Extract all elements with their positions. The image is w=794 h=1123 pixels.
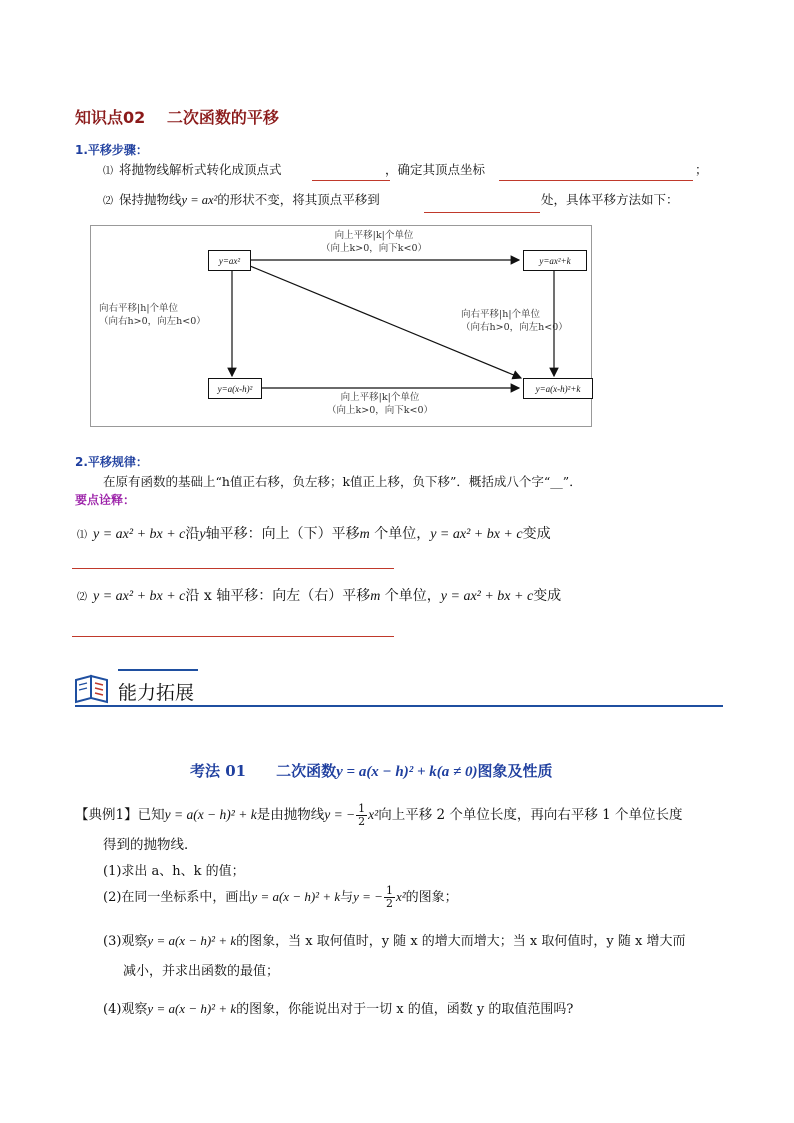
note-1-formula-b: y = ax² + bx + c — [430, 527, 523, 542]
step-2-text-c: 处，具体平移方法如下： — [541, 192, 679, 207]
question-2-text-c: 的图象； — [405, 890, 458, 905]
note-1-number: ⑴ — [77, 530, 87, 541]
left-arrow-label-line1: 向右平移|h|个单位 — [99, 303, 179, 314]
note-1-answer-line — [72, 568, 394, 569]
question-2-text-b: 与 — [340, 890, 354, 905]
question-2 — [103, 885, 458, 910]
bottom-arrow-label-line2: （向上k>0，向下k<0） — [327, 405, 434, 416]
note-1-text-d: 变成 — [522, 526, 551, 542]
box-y-ax2: y=ax² — [208, 250, 251, 271]
note-2-formula-a: y = ax² + bx + c — [93, 589, 186, 604]
question-3-text-b: 的图象，当 x 取何值时，y 随 x 的增大而增大；当 x 取何值时，y 随 x 增大而 — [236, 934, 686, 949]
question-3-formula: y = a(x − h)² + k — [147, 933, 237, 948]
left-arrow-label — [99, 302, 206, 328]
note-2-number: ⑵ — [77, 592, 87, 603]
method-title-text-b: 图象及性质 — [477, 762, 553, 780]
example-text-2: 向上平移 2 个单位长度，再向右平移 1 个单位长度 — [378, 807, 683, 823]
step-1-text-b: ，确定其顶点坐标 — [385, 162, 486, 177]
note-2-text-a: 沿 x 轴平移：向左（右）平移 — [185, 588, 371, 604]
note-2-m: m — [370, 589, 381, 604]
note-2-text-c: 个单位， — [384, 588, 441, 604]
fraction-denominator-2: 2 — [385, 897, 393, 910]
box-y-ax2-plus-k: y=ax²+k — [523, 250, 587, 271]
question-4-formula: y = a(x − h)² + k — [147, 1001, 237, 1016]
fraction-denominator: 2 — [358, 815, 366, 828]
question-4 — [103, 998, 573, 1017]
note-1-text-b: 轴平移：向上（下）平移 — [205, 526, 360, 542]
step-2-text-b: 的形状不变，将其顶点平移到 — [217, 192, 380, 207]
method-title-formula: y = a(x − h)² + k(a ≠ 0) — [336, 764, 478, 780]
question-4-text-a: (4)观察 — [103, 1002, 148, 1017]
question-2-formula-2-post: x² — [395, 889, 406, 904]
bottom-arrow-label — [327, 391, 433, 417]
top-arrow-label — [321, 229, 427, 255]
note-2 — [77, 585, 561, 605]
step-1-text-a: 将抛物线解析式转化成顶点式 — [119, 162, 282, 177]
step-2-number: ⑵ — [103, 196, 113, 207]
step-2-formula: y = ax² — [181, 193, 218, 207]
example-line-1 — [75, 803, 683, 828]
banner-title: 能力拓展 — [118, 682, 195, 704]
fraction-numerator: 1 — [358, 802, 366, 815]
note-2-formula-b: y = ax² + bx + c — [440, 589, 534, 604]
step-1-end: ； — [695, 162, 708, 177]
translation-diagram — [90, 225, 592, 427]
example-text-3: 得到的抛物线． — [103, 837, 198, 853]
note-1-var: y — [199, 527, 206, 542]
step-1-line — [103, 160, 282, 178]
question-2-text-a: (2)在同一坐标系中，画出 — [103, 890, 252, 905]
rules-text: 在原有函数的基础上“h值正右移，负左移；k值正上移，负下移”．概括成八个字“__”． — [103, 474, 582, 489]
step-2-text-a: 保持抛物线 — [119, 192, 182, 207]
right-arrow-label-line1: 向右平移|h|个单位 — [461, 309, 541, 320]
example-formula-2-pre: y = − — [324, 807, 356, 822]
section-title: 知识点02 二次函数的平移 — [75, 108, 279, 127]
note-1-text-c: 个单位， — [374, 526, 431, 542]
note-1-text-a: 沿 — [185, 526, 200, 542]
method-title-text-a: 考法 01 二次函数 — [190, 762, 337, 780]
question-3-text-a: (3)观察 — [103, 934, 148, 949]
rules-heading: 2.平移规律： — [75, 455, 148, 469]
example-text-1: 是由抛物线 — [256, 807, 325, 823]
blank-line-vertex-coords — [499, 180, 693, 181]
note-1-formula-a: y = ax² + bx + c — [93, 527, 186, 542]
example-label: 【典例1】已知 — [75, 807, 165, 823]
note-1 — [77, 523, 551, 543]
question-1: (1)求出 a、h、k 的值； — [103, 864, 245, 879]
box-y-a-x-minus-h-sq: y=a(x-h)² — [208, 378, 262, 399]
blank-line-vertex-form — [312, 180, 390, 181]
question-3 — [103, 930, 685, 949]
step-2-line — [103, 190, 380, 208]
top-arrow-label-line1: 向上平移|k|个单位 — [334, 230, 414, 241]
book-icon — [73, 672, 113, 704]
box-y-a-x-minus-h-sq-plus-k: y=a(x-h)²+k — [523, 378, 593, 399]
question-2-formula-1: y = a(x − h)² + k — [251, 889, 341, 904]
fraction-one-half — [356, 803, 367, 828]
left-arrow-label-line2: （向右h>0，向左h<0） — [99, 316, 206, 327]
steps-heading: 1.平移步骤： — [75, 143, 148, 157]
right-arrow-label-line2: （向右h>0，向左h<0） — [461, 322, 568, 333]
fraction-numerator-2: 1 — [385, 884, 393, 897]
question-3-text-c: 减小，并求出函数的最值； — [123, 964, 280, 979]
method-title — [190, 760, 553, 781]
bottom-arrow-label-line1: 向上平移|k|个单位 — [340, 392, 420, 403]
example-formula-2-post: x² — [368, 807, 379, 822]
banner-top-accent — [118, 669, 198, 671]
note-1-m: m — [359, 527, 370, 542]
blank-line-new-vertex — [424, 212, 540, 213]
right-arrow-label — [461, 308, 568, 334]
notes-heading: 要点诠释： — [75, 493, 136, 507]
question-4-text-b: 的图象，你能说出对于一切 x 的值，函数 y 的取值范围吗? — [236, 1002, 574, 1017]
example-formula-1: y = a(x − h)² + k — [164, 807, 257, 822]
step-1-number: ⑴ — [103, 166, 113, 177]
note-2-answer-line — [72, 636, 394, 637]
top-arrow-label-line2: （向上k>0，向下k<0） — [321, 243, 428, 254]
question-2-formula-2-pre: y = − — [353, 889, 383, 904]
banner-underline — [75, 705, 723, 707]
note-2-text-d: 变成 — [533, 588, 562, 604]
fraction-one-half-2 — [384, 885, 395, 910]
